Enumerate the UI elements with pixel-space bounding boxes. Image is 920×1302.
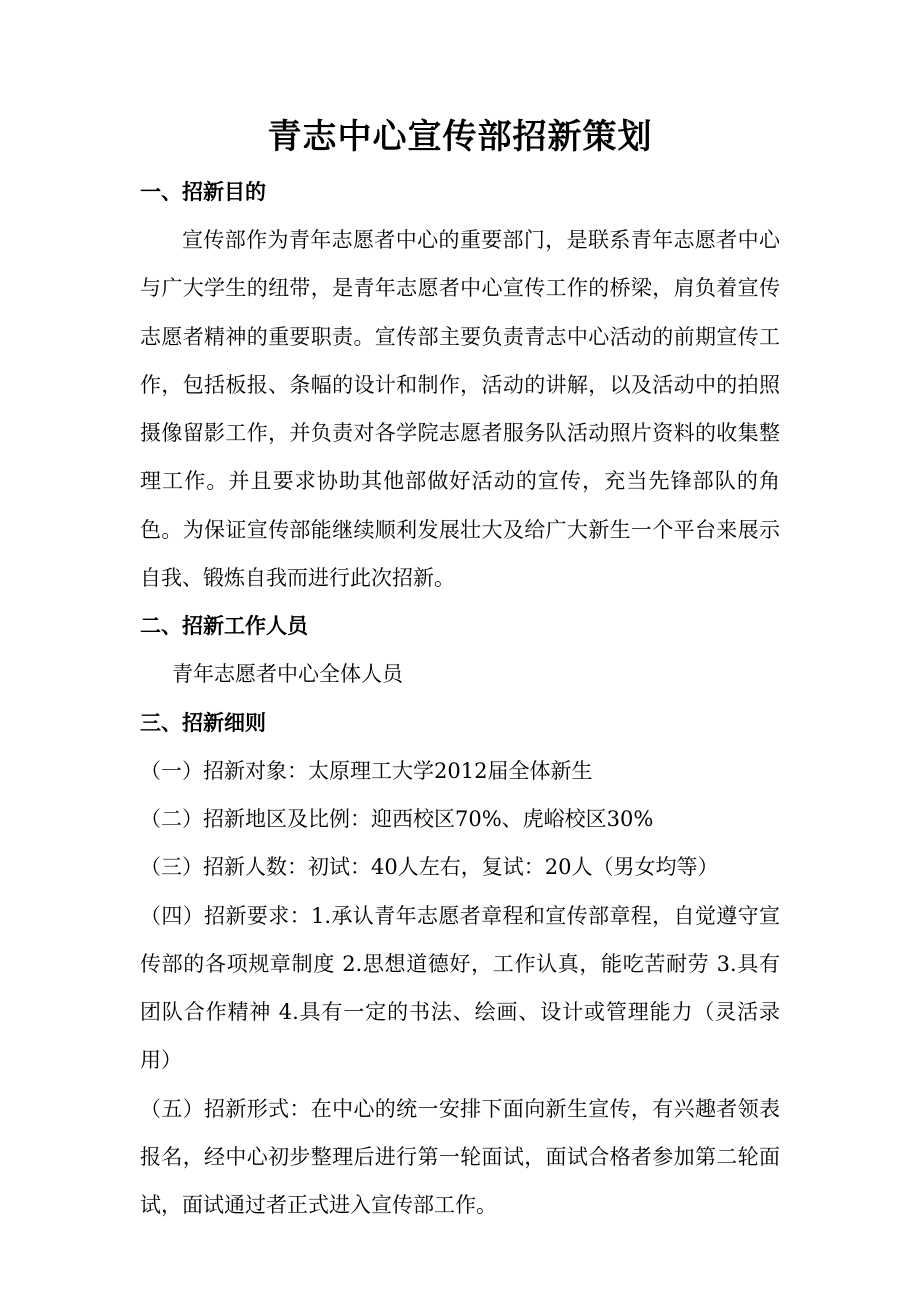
document-body xyxy=(140,168,780,1230)
document-title: 青志中心宣传部招新策划 xyxy=(267,117,653,157)
section-paragraph-purpose: 宣传部作为青年志愿者中心的重要部门，是联系青年志愿者中心与广大学生的纽带，是青年志愿者中心宣传工作的桥梁，肩负着宣传志愿者精神的重要职责。宣传部主要负责青志中心活动的前期宣传工作，包括板报、条幅的设计和制作，活动的讲解，以及活动中的拍照摄像留影工作，并负责对各学院志愿者服务队活动照片资料的收集整理工作。并且要求协助其他部做好活动的宣传，充当先锋部队的角色。为保证宣传部能继续顺利发展壮大及给广大新生一个平台来展示自我、锻炼自我而进行此次招新。 xyxy=(140,228,780,591)
section-paragraph-staff: 青年志愿者中心全体人员 xyxy=(172,662,403,687)
detail-item-format: （五）招新形式：在中心的统一安排下面向新生宣传，有兴趣者领表报名，经中心初步整理后进行第一轮面试，面试合格者参加第二轮面试，面试通过者正式进入宣传部工作。 xyxy=(140,1096,780,1218)
detail-item-region: （二）招新地区及比例：迎西校区70%、虎峪校区30% xyxy=(140,806,654,831)
detail-item-target: （一）招新对象：太原理工大学2012届全体新生 xyxy=(140,758,593,783)
section-heading-details: 三、招新细则 xyxy=(140,710,266,735)
section-heading-purpose: 一、招新目的 xyxy=(140,180,266,204)
detail-item-requirements: （四）招新要求：1.承认青年志愿者章程和宣传部章程，自觉遵守宣传部的各项规章制度 2.思想道德好，工作认真，能吃苦耐劳 3.具有团队合作精神 4.具有一定的书法、绘画、设计或管理能力（灵活录用） xyxy=(140,903,780,1073)
detail-item-count: （三）招新人数：初试：40人左右，复试：20人（男女均等） xyxy=(140,855,719,880)
section-heading-staff: 二、招新工作人员 xyxy=(140,614,308,639)
